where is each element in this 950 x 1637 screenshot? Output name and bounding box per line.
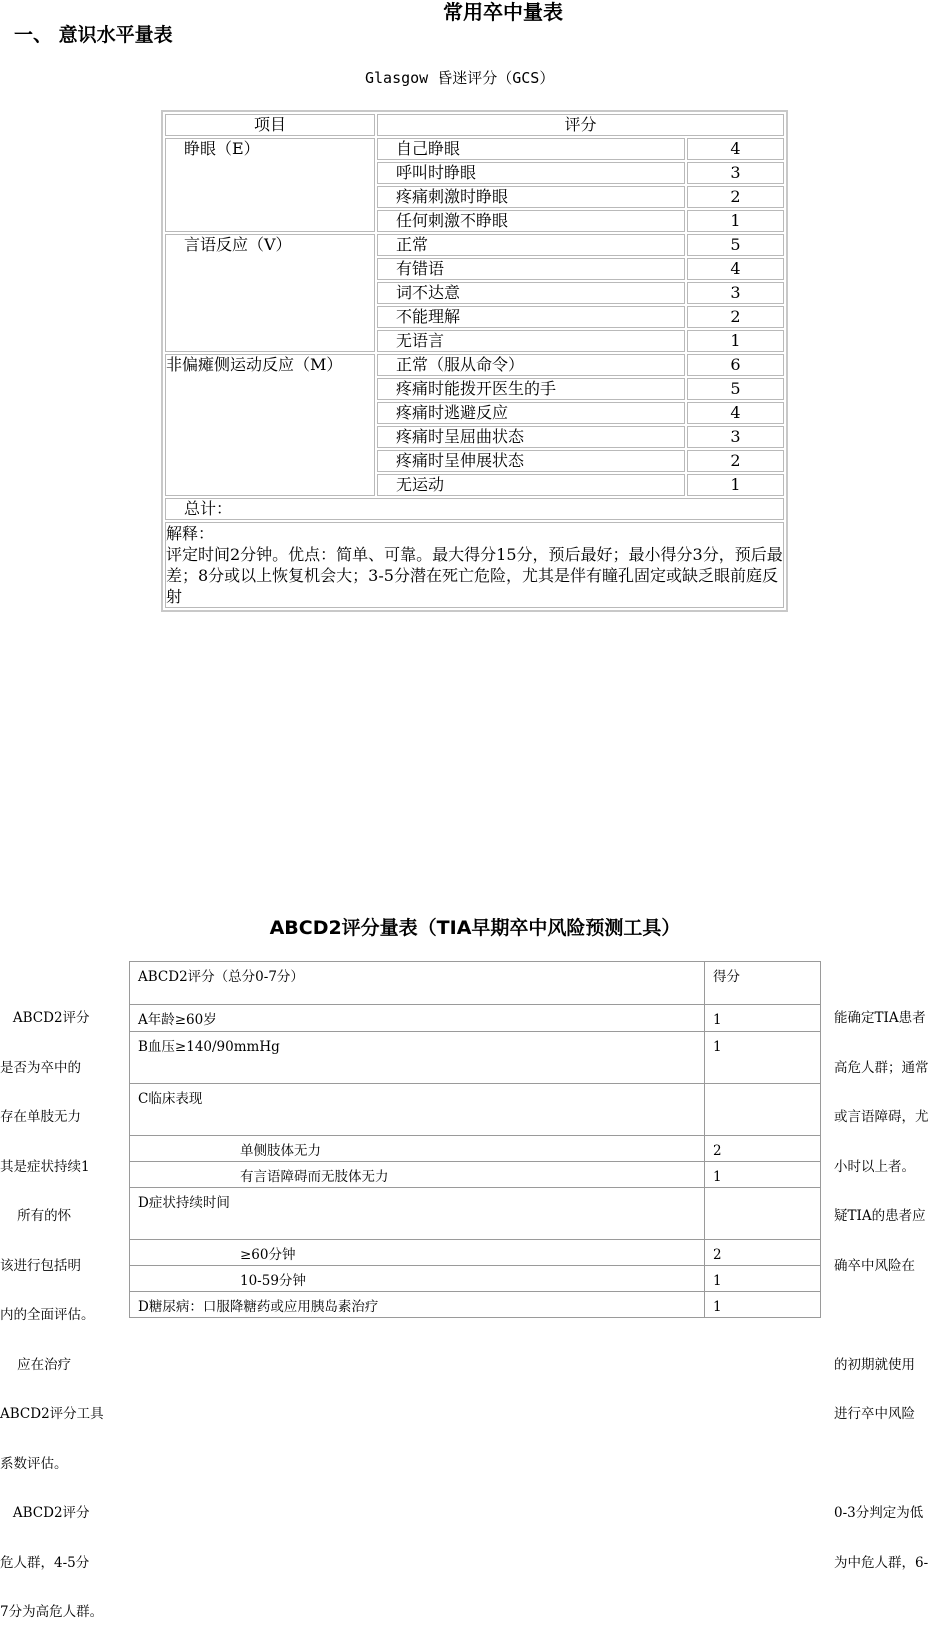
gcs-score: 1 xyxy=(687,210,784,232)
gcs-header-score: 评分 xyxy=(377,114,784,136)
gcs-notes xyxy=(165,522,784,608)
abcd2-item: B血压≥140/90mmHg xyxy=(130,1032,705,1084)
gcs-score: 6 xyxy=(687,354,784,376)
right-text-line xyxy=(834,1307,950,1324)
left-text-line: 所有的怀 xyxy=(0,1208,72,1224)
gcs-option: 正常 xyxy=(377,234,685,256)
right-text-line xyxy=(834,1456,950,1473)
gcs-header-row xyxy=(165,114,784,136)
gcs-row xyxy=(165,234,784,256)
gcs-option: 呼叫时睁眼 xyxy=(377,162,685,184)
gcs-total-label: 总计： xyxy=(165,498,784,520)
abcd2-score: 1 xyxy=(705,1292,821,1318)
abcd2-row xyxy=(130,1240,821,1266)
abcd2-row xyxy=(130,1292,821,1318)
gcs-option: 有错语 xyxy=(377,258,685,280)
abcd2-row xyxy=(130,1084,821,1136)
gcs-option: 词不达意 xyxy=(377,282,685,304)
right-text-line: 确卒中风险在 xyxy=(834,1257,915,1274)
gcs-score: 3 xyxy=(687,162,784,184)
gcs-score: 5 xyxy=(687,234,784,256)
abcd2-table-title: ABCD2评分量表（TIA早期卒中风险预测工具） xyxy=(269,917,681,939)
gcs-option: 任何刺激不睁眼 xyxy=(377,210,685,232)
abcd2-header-row xyxy=(130,962,821,1005)
gcs-option: 疼痛时逃避反应 xyxy=(377,402,685,424)
abcd2-score: 2 xyxy=(705,1240,821,1266)
gcs-score: 2 xyxy=(687,186,784,208)
right-text-line: 或言语障碍，尤 xyxy=(834,1109,929,1125)
gcs-option: 疼痛刺激时睁眼 xyxy=(377,186,685,208)
abcd2-item: C临床表现 xyxy=(130,1084,705,1136)
gcs-score: 2 xyxy=(687,306,784,328)
right-text-line: 小时以上者。 xyxy=(834,1158,915,1175)
gcs-group-label-verbal: 言语反应（V） xyxy=(165,234,375,352)
gcs-header-item: 项目 xyxy=(165,114,375,136)
left-text-line: 该进行包括明 xyxy=(0,1257,81,1274)
left-margin-text xyxy=(0,977,120,1637)
gcs-score: 3 xyxy=(687,282,784,304)
abcd2-score: 1 xyxy=(705,1005,821,1032)
abcd2-row xyxy=(130,1188,821,1240)
abcd2-item: 10-59分钟 xyxy=(130,1266,705,1292)
abcd2-score: 2 xyxy=(705,1136,821,1162)
gcs-row xyxy=(165,138,784,160)
abcd2-item: D症状持续时间 xyxy=(130,1188,705,1240)
abcd2-header-item: ABCD2评分（总分0-7分） xyxy=(130,962,705,1005)
gcs-option: 无运动 xyxy=(377,474,685,496)
abcd2-score: 1 xyxy=(705,1266,821,1292)
gcs-option: 疼痛时能拨开医生的手 xyxy=(377,378,685,400)
gcs-score: 5 xyxy=(687,378,784,400)
right-text-line: 0-3分判定为低 xyxy=(834,1505,924,1521)
left-text-line: 存在单肢无力 xyxy=(0,1109,81,1125)
abcd2-score: 1 xyxy=(705,1032,821,1084)
gcs-table xyxy=(161,110,788,612)
abcd2-row xyxy=(130,1266,821,1292)
gcs-notes-row xyxy=(165,522,784,608)
section-heading: 一、 意识水平量表 xyxy=(14,24,173,46)
gcs-score: 1 xyxy=(687,474,784,496)
right-text-line: 进行卒中风险 xyxy=(834,1406,915,1422)
gcs-option: 自己睁眼 xyxy=(377,138,685,160)
gcs-option: 疼痛时呈伸展状态 xyxy=(377,450,685,472)
abcd2-item: 单侧肢体无力 xyxy=(130,1136,705,1162)
left-text-line: ABCD2评分 xyxy=(0,1010,90,1026)
gcs-option: 不能理解 xyxy=(377,306,685,328)
gcs-score: 4 xyxy=(687,402,784,424)
gcs-notes-heading: 解释： xyxy=(166,524,215,543)
left-text-line: 7分为高危人群。 xyxy=(0,1604,104,1620)
abcd2-score: 1 xyxy=(705,1162,821,1188)
right-text-line: 高危人群；通常 xyxy=(834,1059,929,1076)
right-text-line: 为中危人群，6- xyxy=(834,1554,929,1571)
gcs-group-label-eye: 睁眼（E） xyxy=(165,138,375,232)
gcs-score: 1 xyxy=(687,330,784,352)
gcs-score: 4 xyxy=(687,258,784,280)
document-title: 常用卒中量表 xyxy=(443,0,563,24)
gcs-group-label-motor: 非偏瘫侧运动反应（M） xyxy=(165,354,375,496)
abcd2-item: 有言语障碍而无肢体无力 xyxy=(130,1162,705,1188)
left-text-line: 应在治疗 xyxy=(0,1356,72,1373)
gcs-notes-text: 评定时间2分钟。优点：简单、可靠。最大得分15分，预后最好；最小得分3分，预后最差；8分或以上恢复机会大；3-5分潜在死亡危险，尤其是伴有瞳孔固定或缺乏眼前庭反射 xyxy=(166,545,783,606)
gcs-option: 疼痛时呈屈曲状态 xyxy=(377,426,685,448)
left-text-line: ABCD2评分工具 xyxy=(0,1406,104,1422)
abcd2-row xyxy=(130,1005,821,1032)
gcs-option: 无语言 xyxy=(377,330,685,352)
abcd2-item: D糖尿病：口服降糖药或应用胰岛素治疗 xyxy=(130,1292,705,1318)
left-text-line: 内的全面评估。 xyxy=(0,1307,95,1323)
right-text-line: 疑TIA的患者应 xyxy=(834,1208,926,1224)
left-text-line: 是否为卒中的 xyxy=(0,1059,81,1076)
gcs-table-title: Glasgow 昏迷评分（GCS） xyxy=(365,69,555,87)
right-text-line: 能确定TIA患者 xyxy=(834,1010,926,1026)
left-text-line: 其是症状持续1 xyxy=(0,1158,90,1175)
gcs-score: 2 xyxy=(687,450,784,472)
gcs-score: 3 xyxy=(687,426,784,448)
abcd2-item: ≥60分钟 xyxy=(130,1240,705,1266)
gcs-option: 正常（服从命令） xyxy=(377,354,685,376)
abcd2-row xyxy=(130,1032,821,1084)
right-margin-text xyxy=(834,977,950,1588)
abcd2-row xyxy=(130,1136,821,1162)
abcd2-row xyxy=(130,1162,821,1188)
abcd2-header-score: 得分 xyxy=(705,962,821,1005)
abcd2-table xyxy=(129,961,821,1318)
right-text-line: 的初期就使用 xyxy=(834,1356,915,1373)
gcs-score: 4 xyxy=(687,138,784,160)
left-text-line: 危人群，4-5分 xyxy=(0,1554,90,1571)
left-text-line: 系数评估。 xyxy=(0,1455,68,1472)
abcd2-score xyxy=(705,1084,821,1136)
gcs-total-row xyxy=(165,498,784,520)
gcs-row xyxy=(165,354,784,376)
left-text-line: ABCD2评分 xyxy=(0,1505,90,1521)
abcd2-item: A年龄≥60岁 xyxy=(130,1005,705,1032)
abcd2-score xyxy=(705,1188,821,1240)
